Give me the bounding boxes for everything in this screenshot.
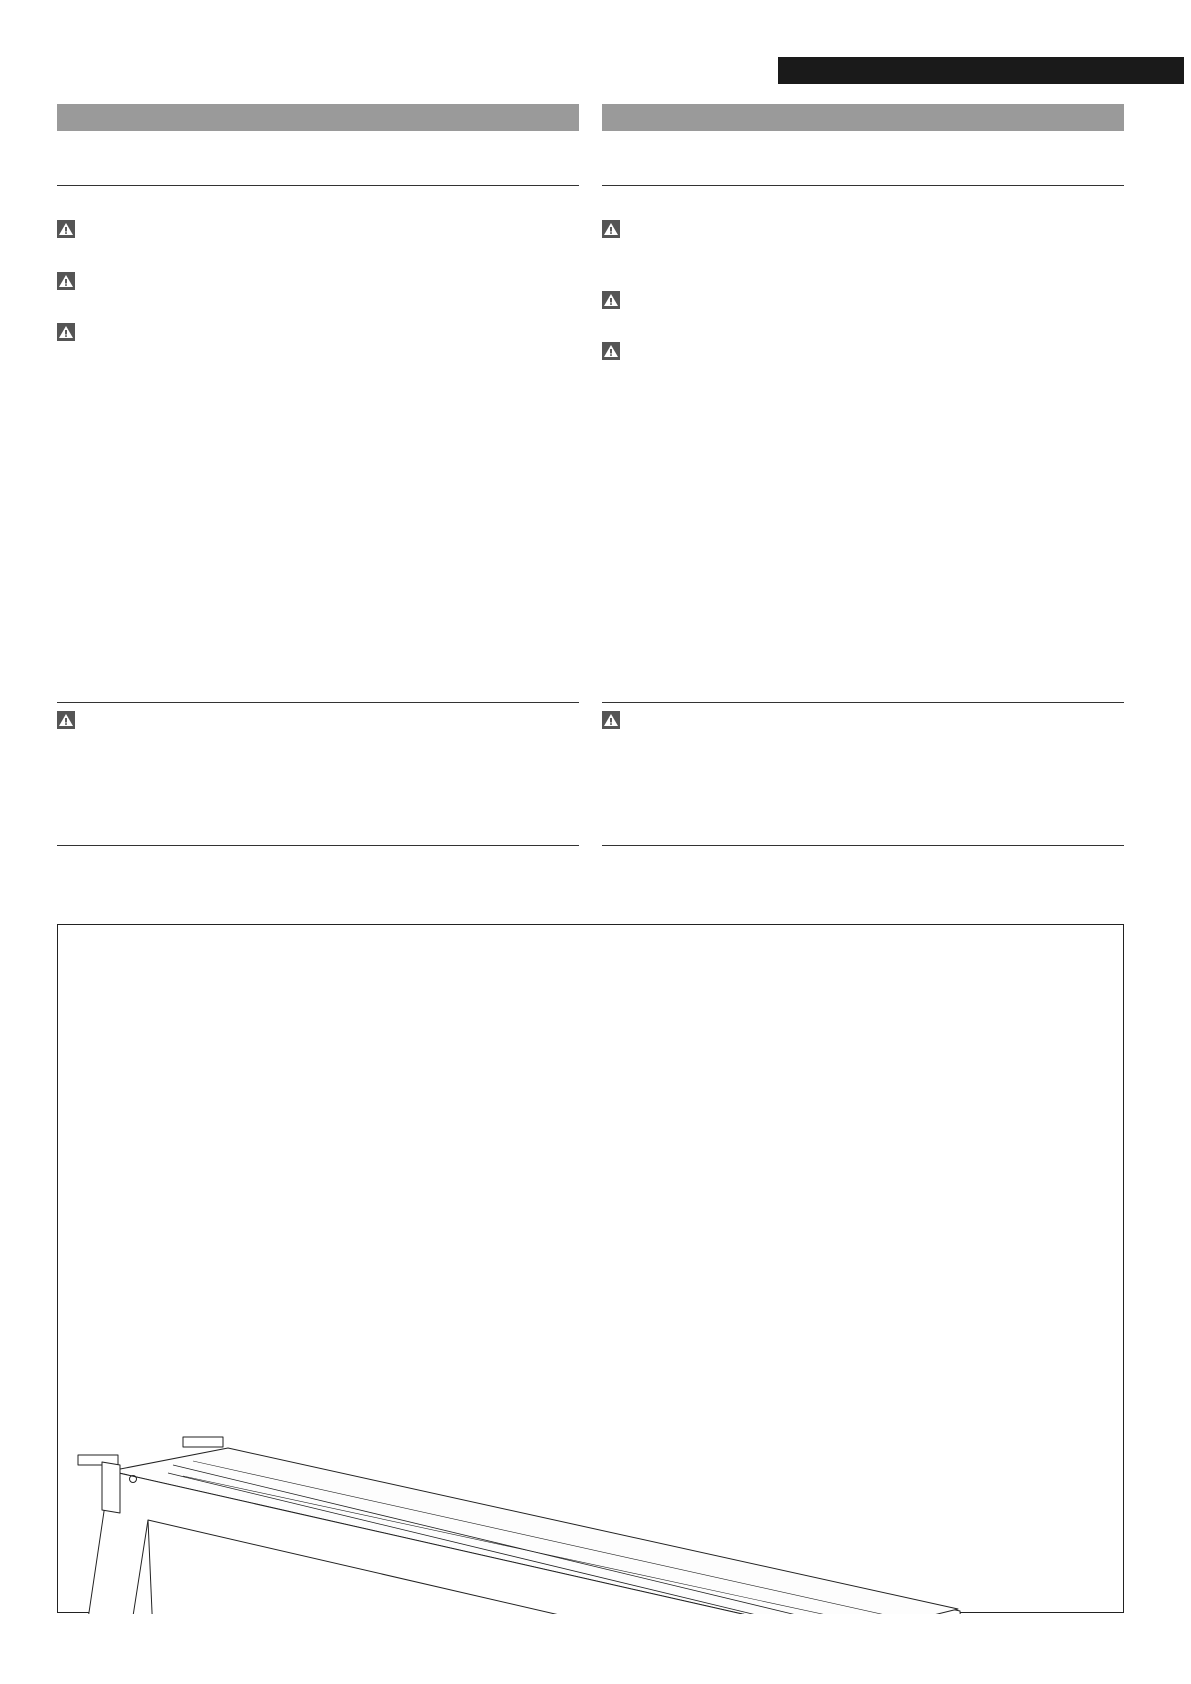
- figure-frame: [57, 924, 1124, 1613]
- warning-triangle-icon: [602, 291, 620, 309]
- warning-triangle-icon: [57, 272, 75, 290]
- divider-left-top: [57, 185, 579, 186]
- hanging-bracket-rear: [183, 1437, 223, 1447]
- divider-left-bottom: [57, 845, 579, 846]
- fan-coil-unit-drawing: [58, 925, 1125, 1614]
- divider-right-mid: [602, 702, 1124, 703]
- section-bar-right: [602, 104, 1124, 131]
- divider-right-top: [602, 185, 1124, 186]
- warning-triangle-icon: [57, 711, 75, 729]
- divider-right-bottom: [602, 845, 1124, 846]
- warning-triangle-icon: [57, 220, 75, 238]
- warning-triangle-icon: [602, 711, 620, 729]
- warning-triangle-icon: [602, 342, 620, 360]
- section-bar-left: [57, 104, 579, 131]
- warning-triangle-icon: [57, 323, 75, 341]
- divider-left-mid: [57, 702, 579, 703]
- warning-triangle-icon: [602, 220, 620, 238]
- header-tab: [778, 57, 1184, 84]
